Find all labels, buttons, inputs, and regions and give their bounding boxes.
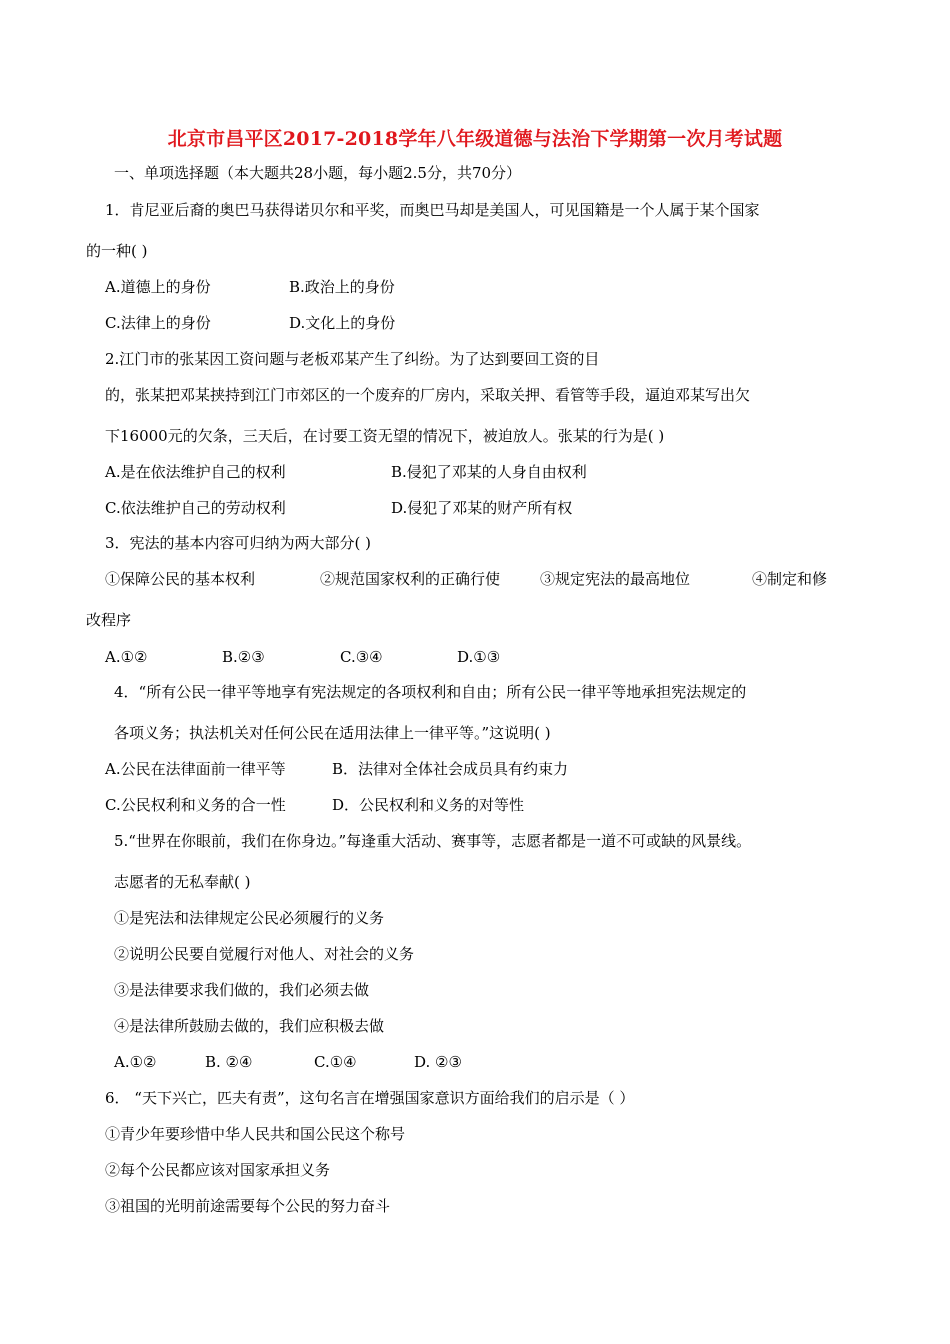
q6-statement-2: ②每个公民都应该对国家承担义务 bbox=[105, 1161, 331, 1179]
q1-option-c: C.法律上的身份 bbox=[105, 314, 211, 332]
q2-option-c: C.依法维护自己的劳动权利 bbox=[105, 499, 286, 517]
q3-statement-1: ①保障公民的基本权利 bbox=[105, 570, 256, 588]
q1-option-a: A.道德上的身份 bbox=[105, 278, 211, 296]
q3-option-a: A.①② bbox=[105, 648, 148, 666]
q4-option-d: D．公民权利和义务的对等性 bbox=[332, 796, 525, 814]
q1-stem-line1: 1．肯尼亚后裔的奥巴马获得诺贝尔和平奖，而奥巴马却是美国人，可见国籍是一个人属于某个国家 bbox=[105, 201, 760, 219]
q5-stem-line2: 志愿者的无私奉献( ) bbox=[114, 873, 251, 891]
q5-statement-2: ②说明公民要自觉履行对他人、对社会的义务 bbox=[114, 945, 415, 963]
q3-stem: 3．宪法的基本内容可归纳为两大部分( ) bbox=[105, 534, 372, 552]
q3-statement-4-cont: 改程序 bbox=[86, 611, 132, 629]
q5-option-b: B. ②④ bbox=[205, 1053, 253, 1071]
q2-option-b: B.侵犯了邓某的人身自由权利 bbox=[391, 463, 587, 481]
q3-option-c: C.③④ bbox=[340, 648, 383, 666]
q4-option-c: C.公民权利和义务的合一性 bbox=[105, 796, 286, 814]
q5-statement-3: ③是法律要求我们做的，我们必须去做 bbox=[114, 981, 370, 999]
q6-statement-3: ③祖国的光明前途需要每个公民的努力奋斗 bbox=[105, 1197, 391, 1215]
q4-stem-line1: 4．“所有公民一律平等地享有宪法规定的各项权利和自由；所有公民一律平等地承担宪法规定的 bbox=[114, 683, 747, 701]
q1-stem-line2: 的一种( ) bbox=[86, 242, 148, 260]
q2-stem-line1: 2.江门市的张某因工资问题与老板邓某产生了纠纷。为了达到要回工资的目 bbox=[105, 350, 600, 368]
q1-option-b: B.政治上的身份 bbox=[289, 278, 395, 296]
q5-stem-line1: 5.“世界在你眼前，我们在你身边。”每逢重大活动、赛事等，志愿者都是一道不可或缺的风景线。 bbox=[114, 832, 752, 850]
q5-statement-1: ①是宪法和法律规定公民必须履行的义务 bbox=[114, 909, 385, 927]
q4-option-a: A.公民在法律面前一律平等 bbox=[105, 760, 286, 778]
q5-option-a: A.①② bbox=[114, 1053, 157, 1071]
q3-statement-2: ②规范国家权利的正确行使 bbox=[320, 570, 501, 588]
q5-option-c: C.①④ bbox=[314, 1053, 357, 1071]
q2-option-d: D.侵犯了邓某的财产所有权 bbox=[391, 499, 573, 517]
q4-stem-line2: 各项义务；执法机关对任何公民在适用法律上一律平等。”这说明( ) bbox=[114, 724, 551, 742]
q3-statement-3: ③规定宪法的最高地位 bbox=[540, 570, 691, 588]
q6-statement-1: ①青少年要珍惜中华人民共和国公民这个称号 bbox=[105, 1125, 406, 1143]
q3-option-b: B.②③ bbox=[222, 648, 265, 666]
q4-option-b: B．法律对全体社会成员具有约束力 bbox=[332, 760, 569, 778]
q3-option-d: D.①③ bbox=[457, 648, 501, 666]
section-heading: 一、单项选择题（本大题共28小题，每小题2.5分，共70分） bbox=[114, 164, 522, 182]
page-title: 北京市昌平区2017-2018学年八年级道德与法治下学期第一次月考试题 bbox=[167, 128, 783, 150]
q2-option-a: A.是在依法维护自己的权利 bbox=[105, 463, 286, 481]
q1-option-d: D.文化上的身份 bbox=[289, 314, 396, 332]
q6-stem: 6． “天下兴亡，匹夫有责”，这句名言在增强国家意识方面给我们的启示是（ ） bbox=[105, 1089, 635, 1107]
q2-stem-line3: 下16000元的欠条，三天后，在讨要工资无望的情况下，被迫放人。张某的行为是( ) bbox=[105, 427, 665, 445]
q3-statement-4: ④制定和修 bbox=[752, 570, 828, 588]
q5-statement-4: ④是法律所鼓励去做的，我们应积极去做 bbox=[114, 1017, 385, 1035]
q5-option-d: D. ②③ bbox=[414, 1053, 462, 1071]
q2-stem-line2: 的，张某把邓某挟持到江门市郊区的一个废弃的厂房内，采取关押、看管等手段，逼迫邓某写出欠 bbox=[105, 386, 751, 404]
